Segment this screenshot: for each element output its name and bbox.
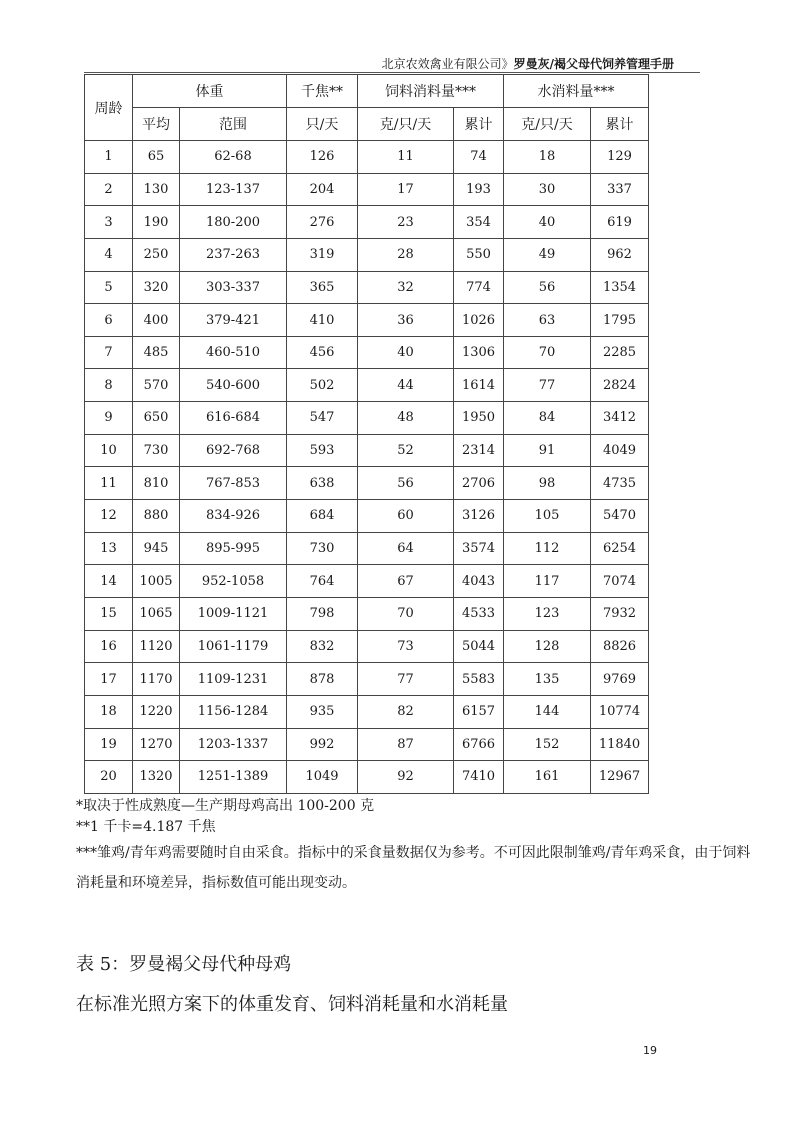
cell-energy: 365 xyxy=(287,271,358,304)
cell-weight-range: 616-684 xyxy=(180,402,287,435)
table-row xyxy=(85,532,649,565)
footnote-1: *取决于性成熟度—生产期母鸡高出 100-200 克 xyxy=(76,798,375,814)
cell-feed-daily: 40 xyxy=(358,336,454,369)
page-number: 19 xyxy=(643,1044,657,1057)
footnote-3: ***雏鸡/青年鸡需要随时自由采食。指标中的采食量数据仅为参考。不可因此限制雏鸡/青年鸡采食，由于饲料消耗量和环境差异，指标数值可能出现变动。 xyxy=(76,845,751,891)
table-row xyxy=(85,369,649,402)
cell-weight-range: 1061-1179 xyxy=(180,630,287,663)
cell-weight-avg: 880 xyxy=(133,500,180,533)
cell-water-cum: 337 xyxy=(591,173,649,206)
cell-feed-cum: 1950 xyxy=(454,402,504,435)
cell-week: 1 xyxy=(85,141,133,174)
cell-feed-daily: 82 xyxy=(358,695,454,728)
sub-range: 范围 xyxy=(180,108,287,141)
growth-table xyxy=(84,74,649,794)
cell-water-cum: 11840 xyxy=(591,728,649,761)
cell-weight-avg: 945 xyxy=(133,532,180,565)
cell-weight-range: 834-926 xyxy=(180,500,287,533)
sub-feed-cum: 累计 xyxy=(454,108,504,141)
cell-energy: 935 xyxy=(287,695,358,728)
table-row xyxy=(85,271,649,304)
cell-water-daily: 152 xyxy=(504,728,591,761)
header-rule xyxy=(84,72,700,73)
cell-energy: 276 xyxy=(287,206,358,239)
cell-feed-cum: 6766 xyxy=(454,728,504,761)
cell-water-daily: 112 xyxy=(504,532,591,565)
footnote-2: **1 千卡=4.187 千焦 xyxy=(76,819,216,835)
cell-weight-range: 1251-1389 xyxy=(180,761,287,794)
cell-water-daily: 40 xyxy=(504,206,591,239)
cell-feed-daily: 32 xyxy=(358,271,454,304)
cell-week: 9 xyxy=(85,402,133,435)
cell-feed-cum: 3574 xyxy=(454,532,504,565)
cell-week: 12 xyxy=(85,500,133,533)
cell-energy: 456 xyxy=(287,336,358,369)
cell-energy: 547 xyxy=(287,402,358,435)
cell-weight-avg: 130 xyxy=(133,173,180,206)
cell-feed-daily: 70 xyxy=(358,597,454,630)
table-row xyxy=(85,630,649,663)
cell-water-cum: 129 xyxy=(591,141,649,174)
cell-weight-range: 1009-1121 xyxy=(180,597,287,630)
table-row xyxy=(85,434,649,467)
cell-weight-avg: 1320 xyxy=(133,761,180,794)
cell-week: 14 xyxy=(85,565,133,598)
cell-water-cum: 3412 xyxy=(591,402,649,435)
table-row xyxy=(85,206,649,239)
cell-water-daily: 56 xyxy=(504,271,591,304)
cell-week: 4 xyxy=(85,238,133,271)
cell-week: 20 xyxy=(85,761,133,794)
cell-feed-cum: 5044 xyxy=(454,630,504,663)
cell-energy: 1049 xyxy=(287,761,358,794)
cell-feed-daily: 60 xyxy=(358,500,454,533)
cell-weight-avg: 730 xyxy=(133,434,180,467)
cell-feed-cum: 4043 xyxy=(454,565,504,598)
cell-feed-cum: 354 xyxy=(454,206,504,239)
cell-feed-cum: 550 xyxy=(454,238,504,271)
cell-energy: 730 xyxy=(287,532,358,565)
cell-weight-range: 1109-1231 xyxy=(180,663,287,696)
cell-water-cum: 8826 xyxy=(591,630,649,663)
header-title: 罗曼灰/褐父母代饲养管理手册 xyxy=(513,57,674,71)
cell-feed-daily: 92 xyxy=(358,761,454,794)
cell-feed-cum: 4533 xyxy=(454,597,504,630)
cell-energy: 126 xyxy=(287,141,358,174)
cell-water-cum: 10774 xyxy=(591,695,649,728)
col-energy: 千焦** xyxy=(287,75,358,108)
sub-energy-unit: 只/天 xyxy=(287,108,358,141)
table-body xyxy=(85,141,649,794)
cell-week: 6 xyxy=(85,304,133,337)
cell-water-cum: 619 xyxy=(591,206,649,239)
cell-weight-range: 1156-1284 xyxy=(180,695,287,728)
cell-weight-range: 180-200 xyxy=(180,206,287,239)
cell-feed-cum: 6157 xyxy=(454,695,504,728)
cell-water-daily: 144 xyxy=(504,695,591,728)
cell-water-cum: 7074 xyxy=(591,565,649,598)
cell-water-daily: 77 xyxy=(504,369,591,402)
table-row xyxy=(85,467,649,500)
cell-weight-avg: 485 xyxy=(133,336,180,369)
cell-feed-cum: 3126 xyxy=(454,500,504,533)
cell-water-daily: 161 xyxy=(504,761,591,794)
cell-water-daily: 135 xyxy=(504,663,591,696)
cell-week: 5 xyxy=(85,271,133,304)
cell-feed-daily: 64 xyxy=(358,532,454,565)
cell-feed-daily: 48 xyxy=(358,402,454,435)
cell-weight-avg: 1005 xyxy=(133,565,180,598)
cell-weight-range: 540-600 xyxy=(180,369,287,402)
cell-energy: 204 xyxy=(287,173,358,206)
cell-energy: 319 xyxy=(287,238,358,271)
page-header xyxy=(0,53,700,73)
cell-water-cum: 1795 xyxy=(591,304,649,337)
cell-weight-range: 237-263 xyxy=(180,238,287,271)
table-caption-subtitle: 在标准光照方案下的体重发育、饲料消耗量和水消耗量 xyxy=(76,994,508,1015)
cell-feed-daily: 28 xyxy=(358,238,454,271)
col-feed: 饲料消料量*** xyxy=(358,75,504,108)
cell-feed-daily: 11 xyxy=(358,141,454,174)
cell-water-cum: 962 xyxy=(591,238,649,271)
cell-feed-daily: 17 xyxy=(358,173,454,206)
cell-feed-cum: 2314 xyxy=(454,434,504,467)
table-header xyxy=(85,75,649,141)
header-company: 北京农效禽业有限公司》 xyxy=(381,57,514,71)
cell-feed-daily: 36 xyxy=(358,304,454,337)
cell-water-daily: 123 xyxy=(504,597,591,630)
table-row xyxy=(85,141,649,174)
cell-weight-range: 379-421 xyxy=(180,304,287,337)
cell-feed-daily: 23 xyxy=(358,206,454,239)
cell-feed-daily: 44 xyxy=(358,369,454,402)
table-row xyxy=(85,173,649,206)
cell-weight-avg: 570 xyxy=(133,369,180,402)
cell-energy: 878 xyxy=(287,663,358,696)
cell-weight-range: 692-768 xyxy=(180,434,287,467)
cell-weight-range: 895-995 xyxy=(180,532,287,565)
cell-water-daily: 30 xyxy=(504,173,591,206)
cell-feed-daily: 73 xyxy=(358,630,454,663)
cell-water-cum: 1354 xyxy=(591,271,649,304)
cell-feed-daily: 77 xyxy=(358,663,454,696)
table-row xyxy=(85,597,649,630)
cell-water-cum: 6254 xyxy=(591,532,649,565)
cell-energy: 764 xyxy=(287,565,358,598)
cell-water-cum: 4735 xyxy=(591,467,649,500)
cell-water-daily: 98 xyxy=(504,467,591,500)
cell-weight-range: 952-1058 xyxy=(180,565,287,598)
cell-week: 13 xyxy=(85,532,133,565)
table-row xyxy=(85,304,649,337)
header-text xyxy=(382,55,674,72)
cell-water-daily: 128 xyxy=(504,630,591,663)
table-row xyxy=(85,761,649,794)
cell-weight-avg: 400 xyxy=(133,304,180,337)
cell-feed-cum: 774 xyxy=(454,271,504,304)
cell-weight-avg: 1270 xyxy=(133,728,180,761)
cell-feed-daily: 67 xyxy=(358,565,454,598)
cell-weight-avg: 1120 xyxy=(133,630,180,663)
cell-weight-avg: 65 xyxy=(133,141,180,174)
cell-weight-avg: 1065 xyxy=(133,597,180,630)
cell-energy: 684 xyxy=(287,500,358,533)
cell-energy: 832 xyxy=(287,630,358,663)
table-row xyxy=(85,500,649,533)
table-row xyxy=(85,402,649,435)
cell-water-daily: 63 xyxy=(504,304,591,337)
sub-feed-unit: 克/只/天 xyxy=(358,108,454,141)
cell-week: 2 xyxy=(85,173,133,206)
table-row xyxy=(85,663,649,696)
cell-weight-range: 303-337 xyxy=(180,271,287,304)
sub-water-cum: 累计 xyxy=(591,108,649,141)
table-row xyxy=(85,565,649,598)
cell-feed-daily: 52 xyxy=(358,434,454,467)
cell-week: 17 xyxy=(85,663,133,696)
cell-weight-avg: 810 xyxy=(133,467,180,500)
col-weight: 体重 xyxy=(133,75,287,108)
cell-feed-cum: 1614 xyxy=(454,369,504,402)
cell-weight-range: 767-853 xyxy=(180,467,287,500)
cell-weight-avg: 1170 xyxy=(133,663,180,696)
table-row xyxy=(85,336,649,369)
sub-avg: 平均 xyxy=(133,108,180,141)
cell-water-cum: 12967 xyxy=(591,761,649,794)
cell-water-cum: 9769 xyxy=(591,663,649,696)
footnotes xyxy=(76,796,756,898)
cell-weight-range: 123-137 xyxy=(180,173,287,206)
cell-week: 3 xyxy=(85,206,133,239)
cell-water-daily: 117 xyxy=(504,565,591,598)
cell-water-daily: 84 xyxy=(504,402,591,435)
cell-week: 16 xyxy=(85,630,133,663)
cell-water-daily: 105 xyxy=(504,500,591,533)
cell-energy: 638 xyxy=(287,467,358,500)
cell-water-cum: 2285 xyxy=(591,336,649,369)
cell-water-cum: 2824 xyxy=(591,369,649,402)
cell-water-cum: 7932 xyxy=(591,597,649,630)
cell-feed-cum: 1026 xyxy=(454,304,504,337)
cell-energy: 502 xyxy=(287,369,358,402)
cell-energy: 593 xyxy=(287,434,358,467)
cell-week: 19 xyxy=(85,728,133,761)
cell-feed-cum: 7410 xyxy=(454,761,504,794)
cell-energy: 992 xyxy=(287,728,358,761)
cell-weight-range: 460-510 xyxy=(180,336,287,369)
cell-feed-daily: 87 xyxy=(358,728,454,761)
cell-feed-daily: 56 xyxy=(358,467,454,500)
cell-week: 18 xyxy=(85,695,133,728)
cell-energy: 410 xyxy=(287,304,358,337)
cell-weight-avg: 250 xyxy=(133,238,180,271)
cell-feed-cum: 5583 xyxy=(454,663,504,696)
cell-weight-avg: 650 xyxy=(133,402,180,435)
cell-weight-avg: 190 xyxy=(133,206,180,239)
cell-weight-range: 1203-1337 xyxy=(180,728,287,761)
cell-week: 11 xyxy=(85,467,133,500)
table-row xyxy=(85,728,649,761)
cell-feed-cum: 193 xyxy=(454,173,504,206)
cell-feed-cum: 74 xyxy=(454,141,504,174)
cell-week: 7 xyxy=(85,336,133,369)
cell-water-daily: 18 xyxy=(504,141,591,174)
cell-week: 8 xyxy=(85,369,133,402)
col-water: 水消料量*** xyxy=(504,75,649,108)
table-row xyxy=(85,695,649,728)
cell-weight-avg: 320 xyxy=(133,271,180,304)
cell-week: 15 xyxy=(85,597,133,630)
table-caption-title: 表 5：罗曼褐父母代种母鸡 xyxy=(76,954,292,975)
cell-feed-cum: 2706 xyxy=(454,467,504,500)
cell-water-cum: 5470 xyxy=(591,500,649,533)
cell-water-daily: 49 xyxy=(504,238,591,271)
cell-week: 10 xyxy=(85,434,133,467)
cell-water-cum: 4049 xyxy=(591,434,649,467)
cell-feed-cum: 1306 xyxy=(454,336,504,369)
cell-weight-avg: 1220 xyxy=(133,695,180,728)
cell-water-daily: 70 xyxy=(504,336,591,369)
sub-water-unit: 克/只/天 xyxy=(504,108,591,141)
col-week: 周龄 xyxy=(85,75,133,141)
cell-energy: 798 xyxy=(287,597,358,630)
table-row xyxy=(85,238,649,271)
cell-weight-range: 62-68 xyxy=(180,141,287,174)
cell-water-daily: 91 xyxy=(504,434,591,467)
